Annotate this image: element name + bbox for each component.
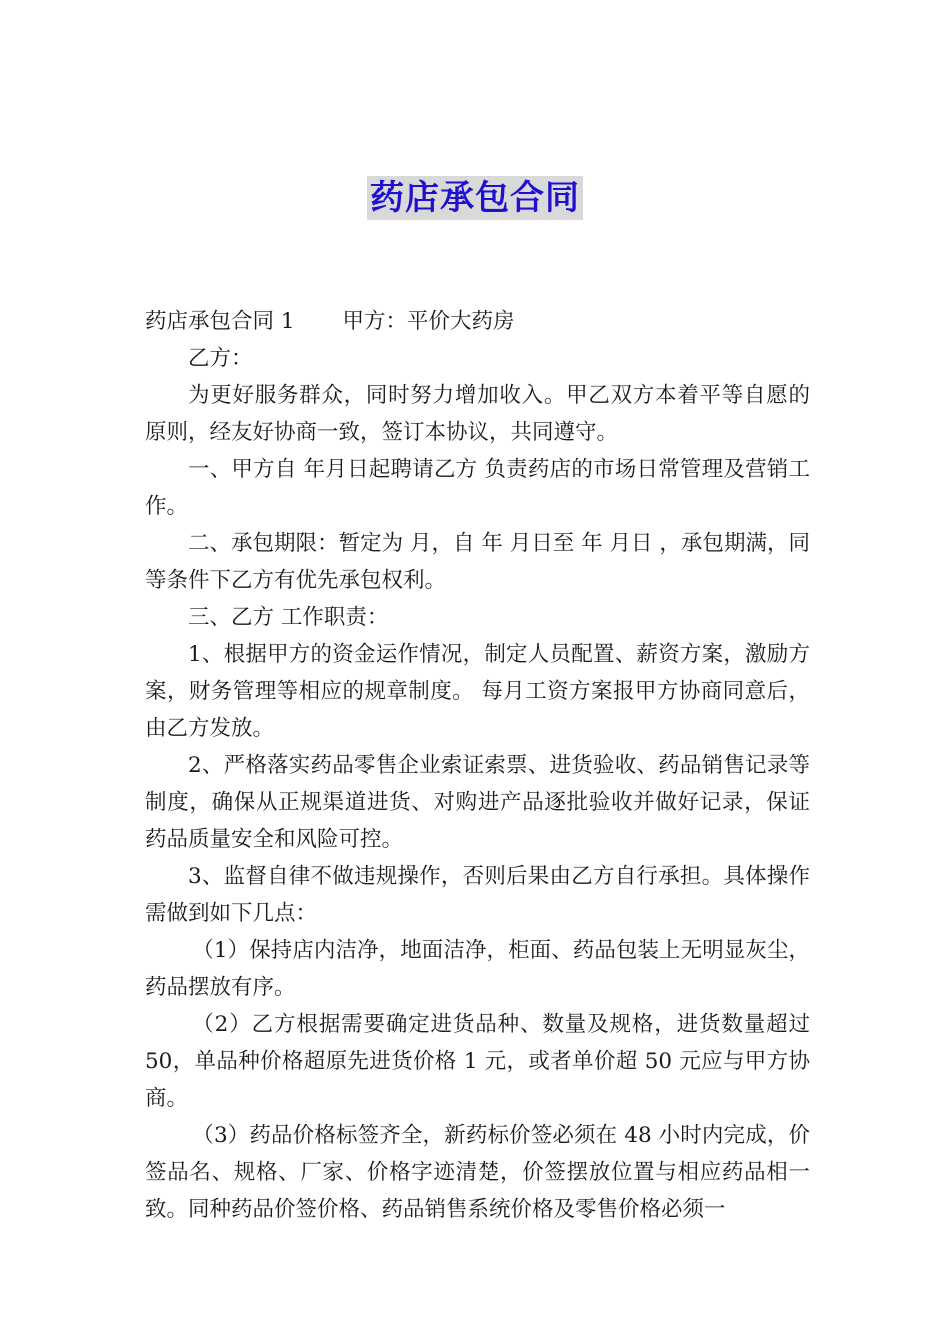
paragraph: 乙方： (188, 346, 253, 371)
paragraph: （3）药品价格标签齐全，新药标价签必须在 48 小时内完成，价签品名、规格、厂家、价格字迹清楚，价签摆放位置与相应药品相一致。同种药品价签价格、药品销售系统价格及零售价格必须一 (145, 1123, 810, 1222)
paragraph: 为更好服务群众，同时努力增加收入。甲乙双方本着平等自愿的原则，经友好协商一致，签订本协议，共同遵守。 (145, 383, 810, 445)
paragraph: 三、乙方 工作职责： (188, 605, 389, 630)
contract-heading: 药店承包合同 1 (145, 309, 295, 334)
first-line (145, 303, 810, 340)
paragraph: 1、根据甲方的资金运作情况，制定人员配置、薪资方案，激励方案，财务管理等相应的规章制度。 每月工资方案报甲方协商同意后，由乙方发放。 (145, 642, 810, 741)
paragraph: 一、甲方自 年月日起聘请乙方 负责药店的市场日常管理及营销工作。 (145, 457, 810, 519)
paragraph: （1）保持店内洁净，地面洁净，柜面、药品包装上无明显灰尘，药品摆放有序。 (145, 938, 810, 1000)
document-body (145, 303, 810, 1228)
party-a-line: 甲方：平价大药房 (342, 309, 515, 334)
title-block (0, 176, 950, 220)
paragraph: 3、监督自律不做违规操作，否则后果由乙方自行承担。具体操作需做到如下几点： (145, 864, 810, 926)
paragraph: （2）乙方根据需要确定进货品种、数量及规格，进货数量超过 50，单品种价格超原先进货价格 1 元，或者单价超 50 元应与甲方协商。 (145, 1012, 810, 1111)
paragraph: 二、承包期限：暂定为 月，自 年 月日至 年 月日 ，承包期满，同等条件下乙方有优先承包权利。 (145, 531, 810, 593)
paragraph: 2、严格落实药品零售企业索证索票、进货验收、药品销售记录等制度，确保从正规渠道进货、对购进产品逐批验收并做好记录，保证药品质量安全和风险可控。 (145, 753, 810, 852)
document-title: 药店承包合同 (367, 176, 583, 220)
